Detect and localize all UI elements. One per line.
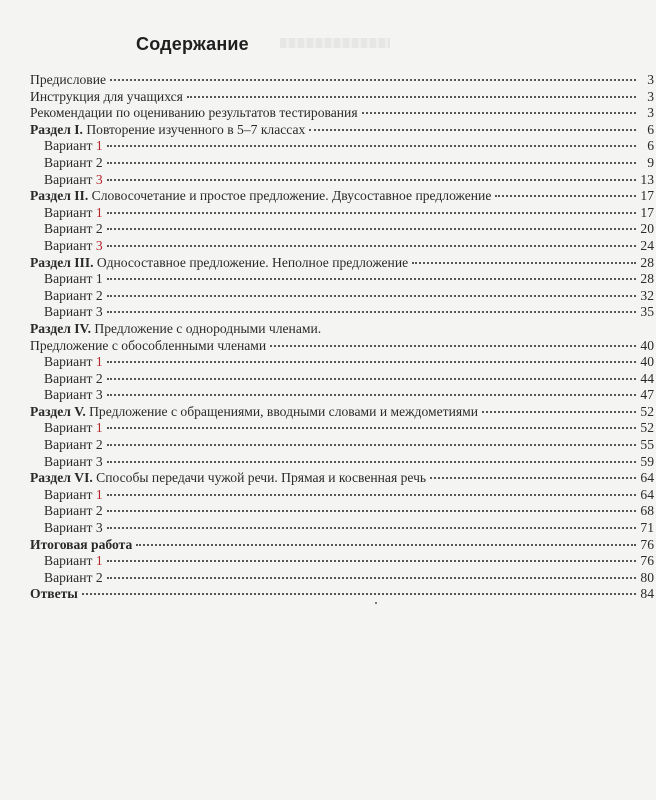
dot-leader <box>495 195 636 197</box>
dot-leader <box>270 345 636 347</box>
toc-entry-heading: Раздел IV. <box>30 320 92 336</box>
toc-entry-heading: Раздел III. <box>30 254 94 270</box>
dot-leader <box>482 411 636 413</box>
toc-page-number: 24 <box>640 237 654 253</box>
dot-leader <box>107 560 636 562</box>
toc-entry-label <box>30 487 103 504</box>
toc-entry <box>30 487 654 504</box>
toc-entry <box>30 89 654 106</box>
toc-entry-label <box>30 271 103 288</box>
toc-entry-text: Вариант 1 <box>44 271 103 287</box>
dot-leader <box>82 593 636 595</box>
toc-entry <box>30 553 654 570</box>
toc-entry <box>30 570 654 587</box>
dot-leader <box>187 96 636 98</box>
toc-page-number: 59 <box>640 453 654 469</box>
toc-entry-label <box>30 586 78 603</box>
dot-leader <box>107 527 636 529</box>
dot-leader <box>107 510 636 512</box>
toc-entry-label <box>30 338 266 355</box>
dot-leader <box>107 444 636 446</box>
toc-entry <box>30 321 654 338</box>
toc-entry-label <box>30 172 103 189</box>
toc-entry-text: Вариант 2 <box>44 370 103 386</box>
toc-entry <box>30 338 654 355</box>
toc-entry-label <box>30 404 478 421</box>
toc-entry-text: Словосочетание и простое предложение. Двусоставное предложение <box>88 188 492 204</box>
toc-entry-label <box>30 321 321 338</box>
toc-page-number: 76 <box>640 536 654 552</box>
toc-entry-text: Вариант 2 <box>44 287 103 303</box>
toc-entry <box>30 105 654 122</box>
toc-entry <box>30 122 654 139</box>
toc-variant-number: 3 <box>95 171 103 187</box>
toc-entry-heading: Раздел I. <box>30 121 83 137</box>
toc-entry-text: Вариант <box>44 204 96 220</box>
toc-entry-text: Односоставное предложение. Неполное предложение <box>93 254 409 270</box>
toc-page-number: 64 <box>640 486 654 502</box>
toc-page-number: 3 <box>647 105 654 121</box>
toc-page-number: 17 <box>640 204 654 220</box>
toc-variant-number: 1 <box>95 204 103 220</box>
dot-leader <box>107 162 636 164</box>
toc-entry <box>30 188 654 205</box>
toc-entry <box>30 537 654 554</box>
toc-entry-label <box>30 570 103 587</box>
toc-variant-number: 1 <box>95 138 103 154</box>
toc-entry-label <box>30 255 408 272</box>
dot-leader <box>136 544 636 546</box>
toc-entry <box>30 371 654 388</box>
dot-leader <box>107 427 636 429</box>
toc-entry-text: Вариант 2 <box>44 437 103 453</box>
bleed-through-text <box>280 38 390 48</box>
toc-entry-text: Способы передачи чужой речи. Прямая и косвенная речь <box>92 470 427 486</box>
toc-entry-heading: Раздел V. <box>30 403 86 419</box>
toc-entry-label <box>30 288 103 305</box>
toc-page-number: 52 <box>640 403 654 419</box>
dot-leader <box>107 461 636 463</box>
toc-page-number: 68 <box>640 503 654 519</box>
toc-page-number: 44 <box>640 370 654 386</box>
toc-page-number: 28 <box>640 254 654 270</box>
dot-leader <box>107 245 636 247</box>
toc-entry <box>30 437 654 454</box>
toc-entry-text: Вариант 3 <box>44 387 103 403</box>
toc-entry <box>30 288 654 305</box>
dot-leader <box>107 145 636 147</box>
toc-page-number: 52 <box>640 420 654 436</box>
toc-page-number: 6 <box>647 138 654 154</box>
toc-page-number: 80 <box>640 569 654 585</box>
toc-entry-label <box>30 520 103 537</box>
toc-page-number: 28 <box>640 271 654 287</box>
dot-leader <box>110 79 636 81</box>
toc-entry-label <box>30 470 426 487</box>
toc-entry-text: Вариант <box>44 553 96 569</box>
dot-leader <box>107 278 636 280</box>
toc-entry-text: Повторение изученного в 5–7 классах <box>82 121 306 137</box>
toc-entry-text: Вариант 2 <box>44 569 103 585</box>
dot-leader <box>107 212 636 214</box>
toc-page-number: 71 <box>640 520 654 536</box>
dot-leader <box>362 112 636 114</box>
toc-entry <box>30 404 654 421</box>
toc-entry <box>30 586 654 603</box>
toc-variant-number: 3 <box>95 237 103 253</box>
toc-entry-label <box>30 420 103 437</box>
toc-entry-text: Вариант 2 <box>44 154 103 170</box>
toc-entry <box>30 138 654 155</box>
print-speck <box>375 602 377 604</box>
toc-entry-text: Вариант <box>44 171 96 187</box>
toc-entry-text: Вариант <box>44 354 96 370</box>
toc-entry-text: Предисловие <box>30 72 107 87</box>
dot-leader <box>107 494 636 496</box>
toc-entry-label <box>30 122 305 139</box>
dot-leader <box>107 311 636 313</box>
toc-page-number: 40 <box>640 354 654 370</box>
toc-entry-label <box>30 72 106 89</box>
toc-entry <box>30 72 654 89</box>
toc-entry <box>30 420 654 437</box>
dot-leader <box>309 129 636 131</box>
toc-entry-heading: Ответы <box>30 586 78 602</box>
toc-entry <box>30 255 654 272</box>
toc-page-number: 32 <box>640 287 654 303</box>
toc-page-number: 3 <box>647 72 654 87</box>
toc-page-number: 6 <box>647 121 654 137</box>
toc-variant-number: 1 <box>95 486 103 502</box>
toc-entry-text: Вариант <box>44 237 96 253</box>
toc-entry <box>30 470 654 487</box>
page-title: Содержание <box>136 34 249 54</box>
toc-page-number: 47 <box>640 387 654 403</box>
toc-entry-text: Вариант <box>44 486 96 502</box>
toc-entry-text: Предложение с обособленными членами <box>30 337 267 353</box>
toc-page-number: 3 <box>647 88 654 104</box>
toc-entry <box>30 238 654 255</box>
toc-entry-text: Вариант 2 <box>44 221 103 237</box>
toc-entry-label <box>30 89 183 106</box>
toc-entry-label <box>30 221 103 238</box>
toc-page-number: 64 <box>640 470 654 486</box>
dot-leader <box>412 262 636 264</box>
dot-leader <box>107 378 636 380</box>
toc-entry-label <box>30 354 103 371</box>
toc-entry-text: Инструкция для учащихся <box>30 88 183 104</box>
toc-entry-label <box>30 304 103 321</box>
toc-entry <box>30 454 654 471</box>
toc-page-number: 40 <box>640 337 654 353</box>
toc-entry <box>30 155 654 172</box>
toc-entry-label <box>30 155 103 172</box>
toc-entry-label <box>30 188 491 205</box>
toc-entry-heading: Раздел II. <box>30 188 89 204</box>
toc-entry <box>30 304 654 321</box>
toc-variant-number: 1 <box>95 553 103 569</box>
toc-entry-text: Рекомендации по оцениванию результатов тестирования <box>30 105 358 121</box>
toc-entry-label <box>30 503 103 520</box>
toc-entry-text: Вариант 3 <box>44 453 103 469</box>
toc-entry-text: Предложение с однородными членами. <box>91 320 322 336</box>
toc-entry <box>30 172 654 189</box>
toc-page-number: 9 <box>647 154 654 170</box>
toc-entry-heading: Раздел VI. <box>30 470 93 486</box>
toc-entry <box>30 221 654 238</box>
toc-entry-label <box>30 238 103 255</box>
toc-entry <box>30 387 654 404</box>
toc-entry-text: Вариант <box>44 138 96 154</box>
dot-leader <box>107 361 636 363</box>
toc-entry-label <box>30 537 132 554</box>
toc-page-number: 55 <box>640 437 654 453</box>
toc-entry <box>30 271 654 288</box>
toc-page-number: 84 <box>640 586 654 602</box>
toc-entry <box>30 354 654 371</box>
toc-entry-text: Вариант <box>44 420 96 436</box>
toc-entry-label <box>30 371 103 388</box>
toc-entry-label <box>30 205 103 222</box>
toc-entry-heading: Итоговая работа <box>30 536 133 552</box>
dot-leader <box>107 394 636 396</box>
toc-entry <box>30 205 654 222</box>
toc-page-number: 20 <box>640 221 654 237</box>
toc-entry-text: Вариант 3 <box>44 304 103 320</box>
dot-leader <box>107 577 636 579</box>
dot-leader <box>107 179 636 181</box>
toc-entry-label <box>30 387 103 404</box>
toc-variant-number: 1 <box>95 420 103 436</box>
toc-entry-label <box>30 105 358 122</box>
toc-entry-label <box>30 553 103 570</box>
toc-entry-text: Вариант 2 <box>44 503 103 519</box>
table-of-contents <box>30 72 654 603</box>
toc-variant-number: 1 <box>95 354 103 370</box>
toc-page-number: 35 <box>640 304 654 320</box>
toc-entry-text: Предложение с обращениями, вводными словами и междометиями <box>85 403 478 419</box>
toc-entry <box>30 520 654 537</box>
toc-entry-label <box>30 138 103 155</box>
toc-entry-text: Вариант 3 <box>44 520 103 536</box>
toc-entry <box>30 503 654 520</box>
dot-leader <box>430 477 636 479</box>
toc-page-number: 17 <box>640 188 654 204</box>
toc-page-number: 13 <box>640 171 654 187</box>
toc-entry-label <box>30 454 103 471</box>
toc-entry-label <box>30 437 103 454</box>
toc-page-number: 76 <box>640 553 654 569</box>
dot-leader <box>107 295 636 297</box>
dot-leader <box>107 228 636 230</box>
